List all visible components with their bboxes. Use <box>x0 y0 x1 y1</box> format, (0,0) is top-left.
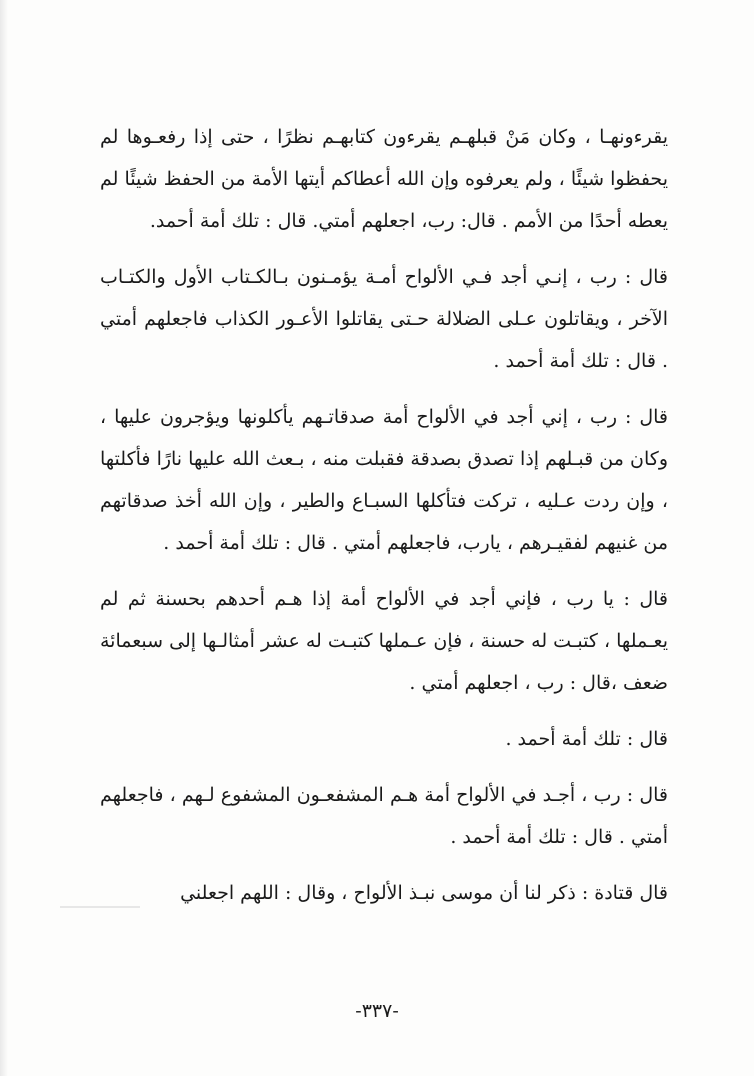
scan-edge-shadow <box>0 0 8 1076</box>
page-number: -٣٣٧- <box>355 1000 399 1022</box>
body-text <box>100 116 668 928</box>
paragraph-2: قال : رب ، إنـي أجد فـي الألواح أمـة يؤمـنون بـالكـتاب الأول والكتـاب الآخر ، ويقاتلون عـلى الضلالة حـتى يقاتلوا الأعـور الكذاب فاجعلهم أمتي . قال : تلك أمة أحمد . <box>100 266 668 372</box>
paragraph-3: قال : رب ، إني أجد في الألواح أمة صدقاتـهم يأكلونها ويؤجرون عليها ، وكان من قبـلهم إذا تصدق بصدقة فقبلت منه ، بـعث الله عليها نارًا فأكلتها ، وإن ردت عـليه ، تركت فتأكلها السبـاع والطير ، وإن الله أخذ صدقاتهم من غنيهم لفقيـرهم ، يارب، فاجعلهم أمتي . قال : تلك أمة أحمد . <box>100 406 668 554</box>
paragraph-1: يقرءونهـا ، وكان مَنْ قبلهـم يقرءون كتابهـم نظرًا ، حتى إذا رفعـوها لم يحفظوا شيئًا ، ولم يعرفوه وإن الله أعطاكم أيتها الأمة من الحفظ شيئًا لم يعطه أحدًا من الأمم . قال: رب، اجعلهم أمتي. قال : تلك أمة أحمد. <box>100 126 668 232</box>
paragraph-7: قال قتادة : ذكر لنا أن موسى نبـذ الألواح ، وقال : اللهم اجعلني <box>180 882 668 904</box>
paragraph-5: قال : تلك أمة أحمد . <box>505 728 668 750</box>
paragraph-6: قال : رب ، أجـد في الألواح أمة هـم المشفعـون المشفوع لـهم ، فاجعلهم أمتي . قال : تلك أمة أحمد . <box>100 784 668 848</box>
paragraph-4: قال : يا رب ، فإني أجد في الألواح أمة إذا هـم أحدهم بحسنة ثم لم يعـملها ، كتبـت له حسنة ، فإن عـملها كتبـت له عشر أمثالـها إلى سبعمائة ضعف ،قال : رب ، اجعلهم أمتي . <box>100 588 668 694</box>
